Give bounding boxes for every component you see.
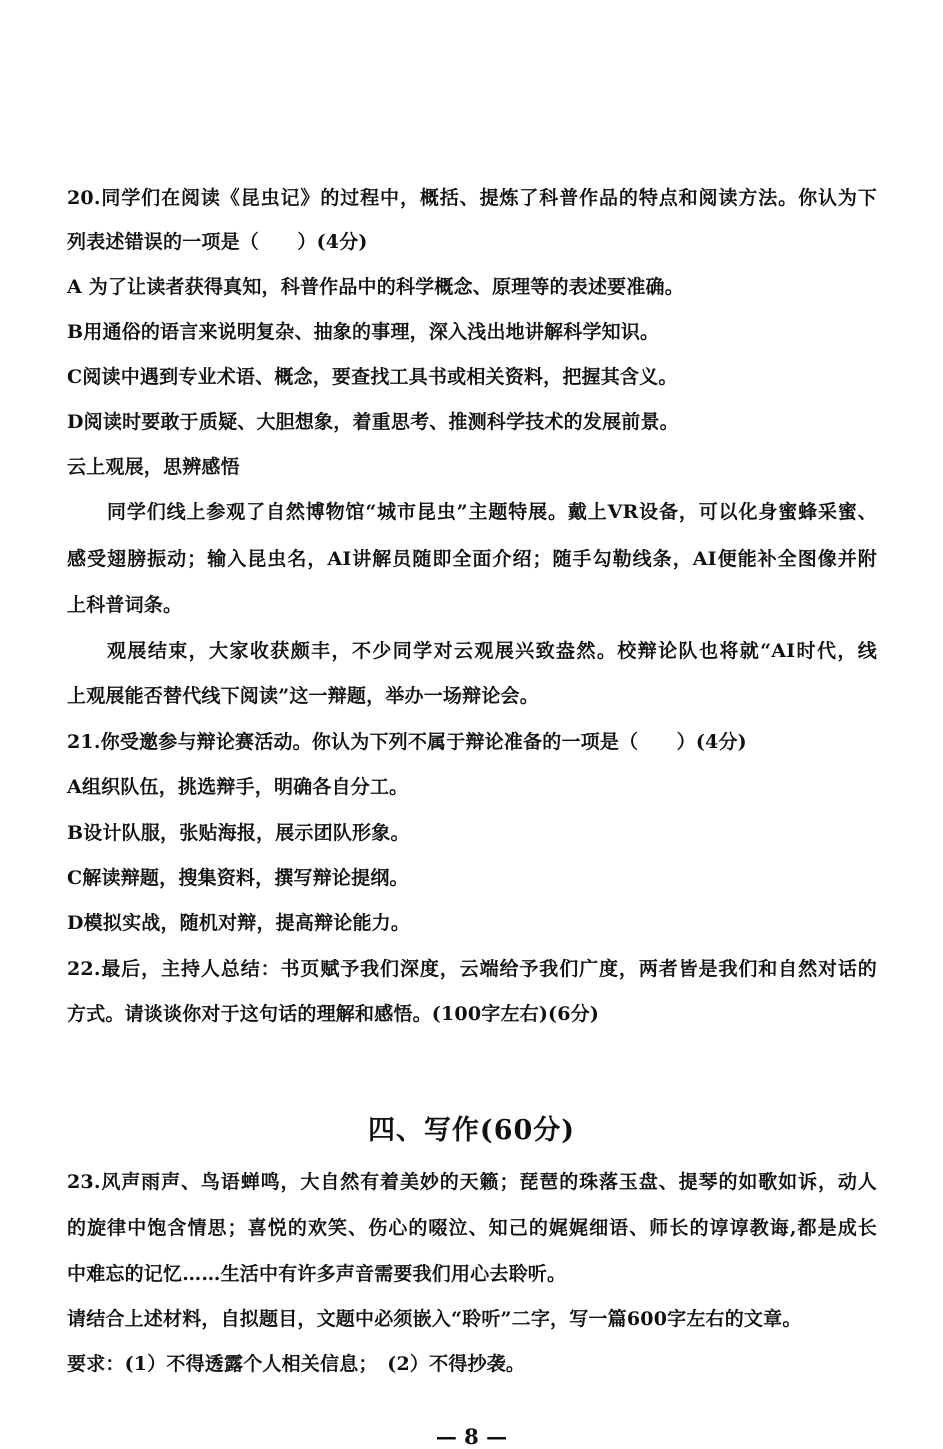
q21-option-b: B设计队服，张贴海报，展示团队形象。 (67, 822, 410, 844)
q22-stem-line2: 方式。请谈谈你对于这句话的理解和感悟。(100字左右)(6分) (67, 1003, 600, 1025)
para1-line3: 上科普词条。 (67, 594, 183, 616)
para1-line1: 同学们线上参观了自然博物馆“城市昆虫”主题特展。戴上VR设备，可以化身蜜蜂采蜜、 (107, 501, 877, 523)
q21-option-a: A组织队伍，挑选辩手，明确各自分工。 (67, 776, 409, 798)
section-title-writing: 四、写作(60分) (367, 1115, 576, 1146)
q20-option-d: D阅读时要敢于质疑、大胆想象，着重思考、推测科学技术的发展前景。 (67, 411, 679, 433)
q23-line2: 的旋律中饱含情思；喜悦的欢笑、伤心的啜泣、知己的娓娓细语、师长的谆谆教诲,都是成长 (67, 1217, 877, 1239)
q21-option-d: D模拟实战，随机对辩，提高辩论能力。 (67, 912, 411, 934)
para2-line1: 观展结束，大家收获颇丰，不少同学对云观展兴致盎然。校辩论队也将就“AI时代，线 (107, 640, 877, 662)
subsection-heading: 云上观展，思辨感悟 (67, 456, 240, 478)
q20-stem-line2: 列表述错误的一项是（ ）(4分) (67, 231, 368, 253)
q23-line1: 23.风声雨声、鸟语蝉鸣，大自然有着美妙的天籁；琵琶的珠落玉盘、提琴的如歌如诉，动人 (67, 1171, 877, 1193)
para1-line2: 感受翅膀振动；输入昆虫名，AI讲解员随即全面介绍；随手勾勒线条，AI便能补全图像并附 (67, 548, 877, 570)
q20-option-c: C阅读中遇到专业术语、概念，要查找工具书或相关资料，把握其含义。 (67, 366, 678, 388)
q23-requirements: 要求：(1）不得透露个人相关信息； (2）不得抄袭。 (67, 1353, 526, 1375)
q20-option-a: A 为了让读者获得真知，科普作品中的科学概念、原理等的表述要准确。 (67, 276, 684, 298)
q21-stem: 21.你受邀参与辩论赛活动。你认为下列不属于辩论准备的一项是（ ）(4分) (67, 731, 747, 753)
q20-stem-line1: 20.同学们在阅读《昆虫记》的过程中，概括、提炼了科普作品的特点和阅读方法。你认为下 (67, 187, 877, 209)
para2-line2: 上观展能否替代线下阅读”这一辩题，举办一场辩论会。 (67, 685, 539, 707)
q23-instruction: 请结合上述材料，自拟题目，文题中必须嵌入“聆听”二字，写一篇600字左右的文章。 (67, 1308, 802, 1330)
q22-stem-line1: 22.最后，主持人总结：书页赋予我们深度，云端给予我们广度，两者皆是我们和自然对话的 (67, 958, 877, 980)
q21-option-c: C解读辩题，搜集资料，撰写辩论提纲。 (67, 867, 409, 889)
q20-option-b: B用通俗的语言来说明复杂、抽象的事理，深入浅出地讲解科学知识。 (67, 321, 660, 343)
page-number: — 8 — (435, 1424, 508, 1449)
q23-line3: 中难忘的记忆……生活中有许多声音需要我们用心去聆听。 (67, 1263, 567, 1285)
